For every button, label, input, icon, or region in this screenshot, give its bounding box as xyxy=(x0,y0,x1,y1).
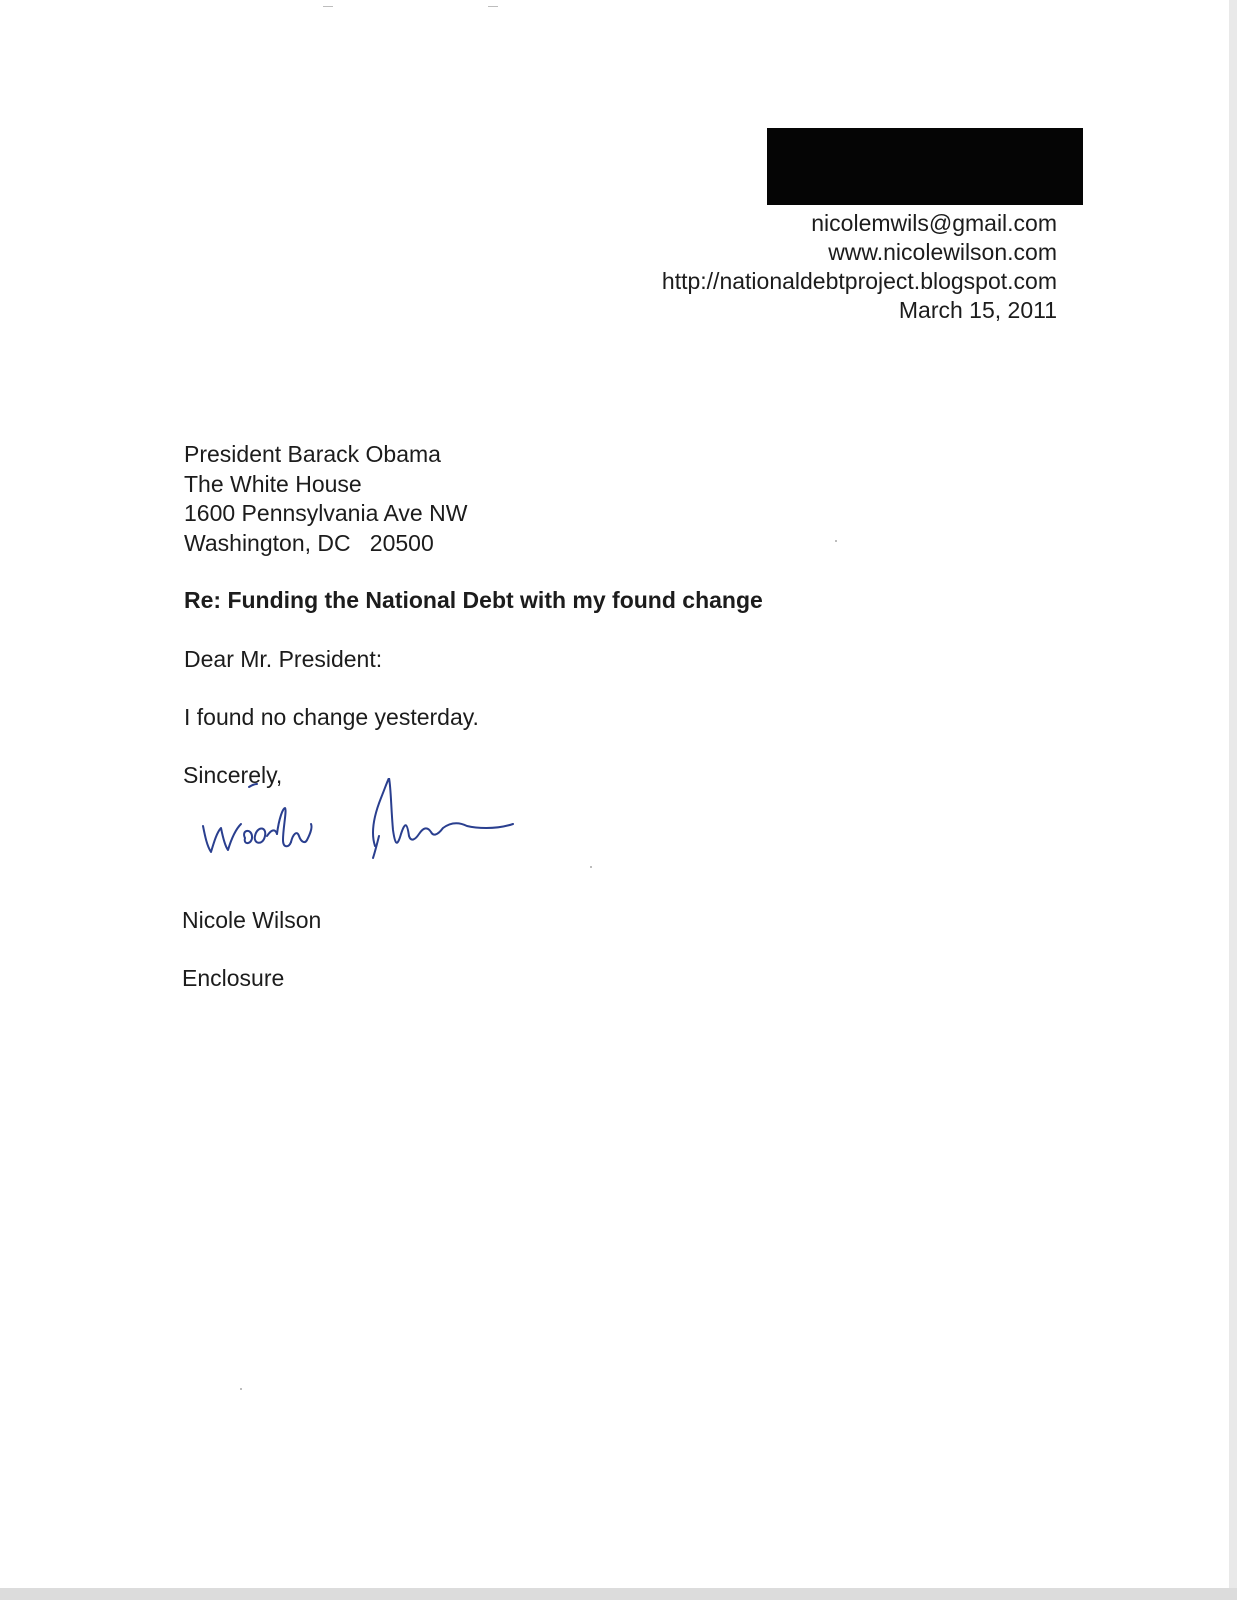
recipient-organization: The White House xyxy=(184,470,362,497)
closing: Sincerely, xyxy=(183,762,283,788)
page-edge xyxy=(1229,0,1237,1600)
sender-website: www.nicolewilson.com xyxy=(828,239,1057,265)
handwritten-signature xyxy=(195,778,535,878)
recipient-street: 1600 Pennsylvania Ave NW xyxy=(184,500,468,526)
scan-speck xyxy=(323,6,333,7)
subject-line: Re: Funding the National Debt with my found change xyxy=(184,587,763,613)
sender-email: nicolemwils@gmail.com xyxy=(811,210,1057,236)
scan-speck xyxy=(488,6,498,7)
sender-blog: http://nationaldebtproject.blogspot.com xyxy=(661,268,1057,294)
scan-speck xyxy=(240,1388,242,1390)
letter-date: March 15, 2011 xyxy=(898,297,1057,323)
signer-name: Nicole Wilson xyxy=(182,907,322,933)
scan-speck xyxy=(590,866,592,868)
sender-block xyxy=(662,209,1057,325)
recipient-address xyxy=(184,440,467,558)
scan-speck xyxy=(835,540,837,542)
recipient-name: President Barack Obama xyxy=(184,441,441,467)
letter-body: I found no change yesterday. xyxy=(184,704,479,730)
redaction-bar xyxy=(767,128,1083,205)
recipient-city-line: Washington, DC 20500 xyxy=(184,529,434,556)
salutation: Dear Mr. President: xyxy=(184,646,383,672)
enclosure-note: Enclosure xyxy=(182,965,285,991)
page-bottom-edge xyxy=(0,1588,1237,1600)
